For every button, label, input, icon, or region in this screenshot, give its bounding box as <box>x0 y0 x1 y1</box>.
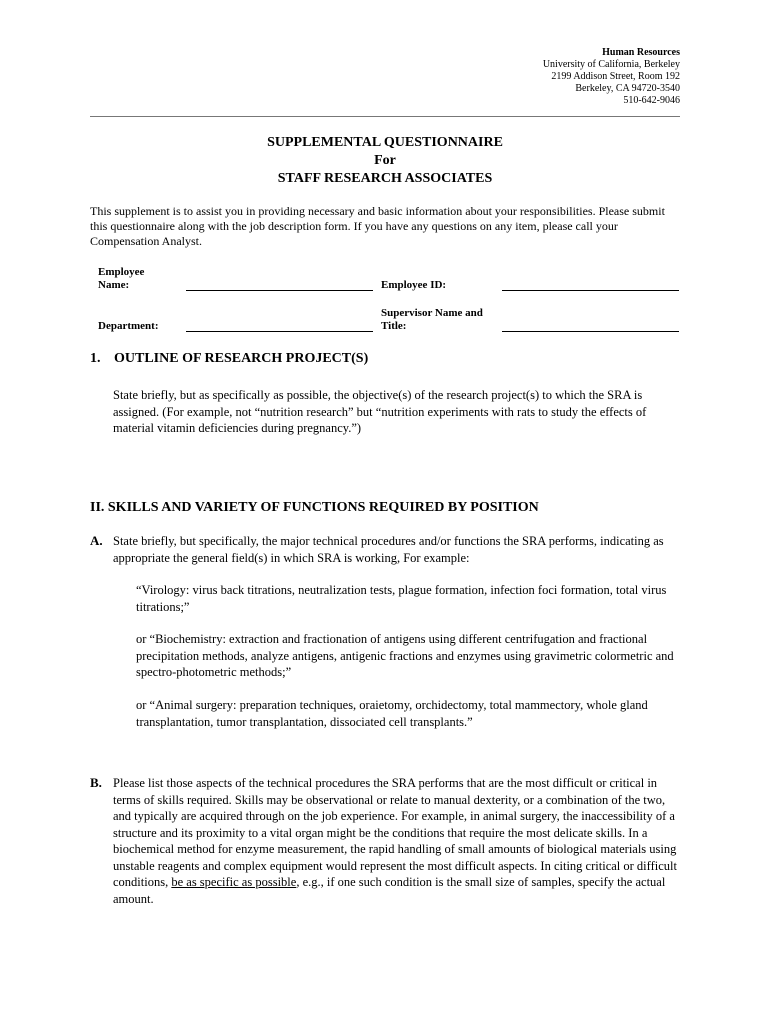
employee-id-label: Employee ID: <box>381 279 447 291</box>
document-title <box>0 134 770 188</box>
employee-id-field[interactable] <box>502 290 679 291</box>
item-b-text <box>113 775 683 907</box>
employee-name-label <box>98 266 144 292</box>
supervisor-label-line-2: Title: <box>381 320 407 332</box>
supervisor-label <box>381 307 483 333</box>
intro-paragraph: This supplement is to assist you in providing necessary and basic information about your responsibilities. Please submit this questionnaire along with the job description form. If you have any questions on any item, please call your Compensation Analyst. <box>90 204 665 248</box>
example-animal-surgery: or “Animal surgery: preparation techniques, oraietomy, orchidectomy, total mammectory, whole gland transplantation, tumor transplantation, dissociated cell transplants.” <box>136 698 648 729</box>
address-line: University of California, Berkeley <box>542 59 680 70</box>
item-a-text: State briefly, but specifically, the major technical procedures and/or functions the SRA performs, indicating as appropriate the general field(s) in which SRA is working, For example: <box>113 534 664 565</box>
employee-name-label-line-1: Employee <box>98 266 145 278</box>
section-1-text: State briefly, but as specifically as possible, the objective(s) of the research project(s) to which the SRA is assigned. (For example, not “nutrition research” but “nutrition experiments with rats to study the effects of material vitamin deficiencies during pregnancy.”) <box>113 388 647 435</box>
item-b-text-part-2: , e.g., if one such condition is the small size of samples, specify the actual amount. <box>113 875 666 906</box>
supervisor-field[interactable] <box>502 331 679 332</box>
header-divider <box>90 116 680 117</box>
department-label: Department: <box>98 320 159 332</box>
employee-name-label-line-2: Name: <box>98 279 130 291</box>
example-biochemistry: or “Biochemistry: extraction and fractionation of antigens using different centrifugation and fractional precipitation methods, analyze antigens, antigenic fractions and enzymes using gravimetric colormetric and spectro-photometric methods;” <box>136 632 674 679</box>
hr-address-block <box>543 47 680 107</box>
item-b-emphasis: be as specific as possible <box>171 875 297 889</box>
item-b-letter: B. <box>90 775 102 790</box>
address-line: 2199 Addison Street, Room 192 <box>551 71 680 82</box>
section-1-heading <box>90 351 368 367</box>
section-2-heading: II. SKILLS AND VARIETY OF FUNCTIONS REQUIRED BY POSITION <box>90 500 539 515</box>
employee-name-field[interactable] <box>186 290 373 291</box>
title-line-2: For <box>374 153 396 168</box>
section-1-number: 1. <box>90 351 101 366</box>
section-1-title: OUTLINE OF RESEARCH PROJECT(S) <box>114 351 369 366</box>
supervisor-label-line-1: Supervisor Name and <box>381 307 483 319</box>
title-line-3: STAFF RESEARCH ASSOCIATES <box>277 171 493 186</box>
department-field[interactable] <box>186 331 373 332</box>
item-a-letter: A. <box>90 533 103 548</box>
hr-department: Human Resources <box>602 47 680 58</box>
example-virology: “Virology: virus back titrations, neutralization tests, plague formation, infection foci formation, total virus titrations;” <box>136 583 667 614</box>
title-line-1: SUPPLEMENTAL QUESTIONNAIRE <box>267 135 503 150</box>
address-line: Berkeley, CA 94720-3540 <box>575 83 680 94</box>
item-b-text-part-1: Please list those aspects of the technical procedures the SRA performs that are the most difficult or critical in terms of skills required. Skills may be observational or relate to manual dexterity, or a combination of the two, and typically are acquired through on the job experience. For example, in animal surgery, the inaccessibility of a structure and its proximity to a vital organ might be the conditions that require the most delicate skills. In a biochemical method for enzyme measurement, the rapid handling of small amounts of biological materials using unstable reagents and complex equipment would represent the most difficult aspects. In citing critical or difficult conditions, <box>113 776 677 889</box>
address-line: 510-642-9046 <box>623 95 680 106</box>
